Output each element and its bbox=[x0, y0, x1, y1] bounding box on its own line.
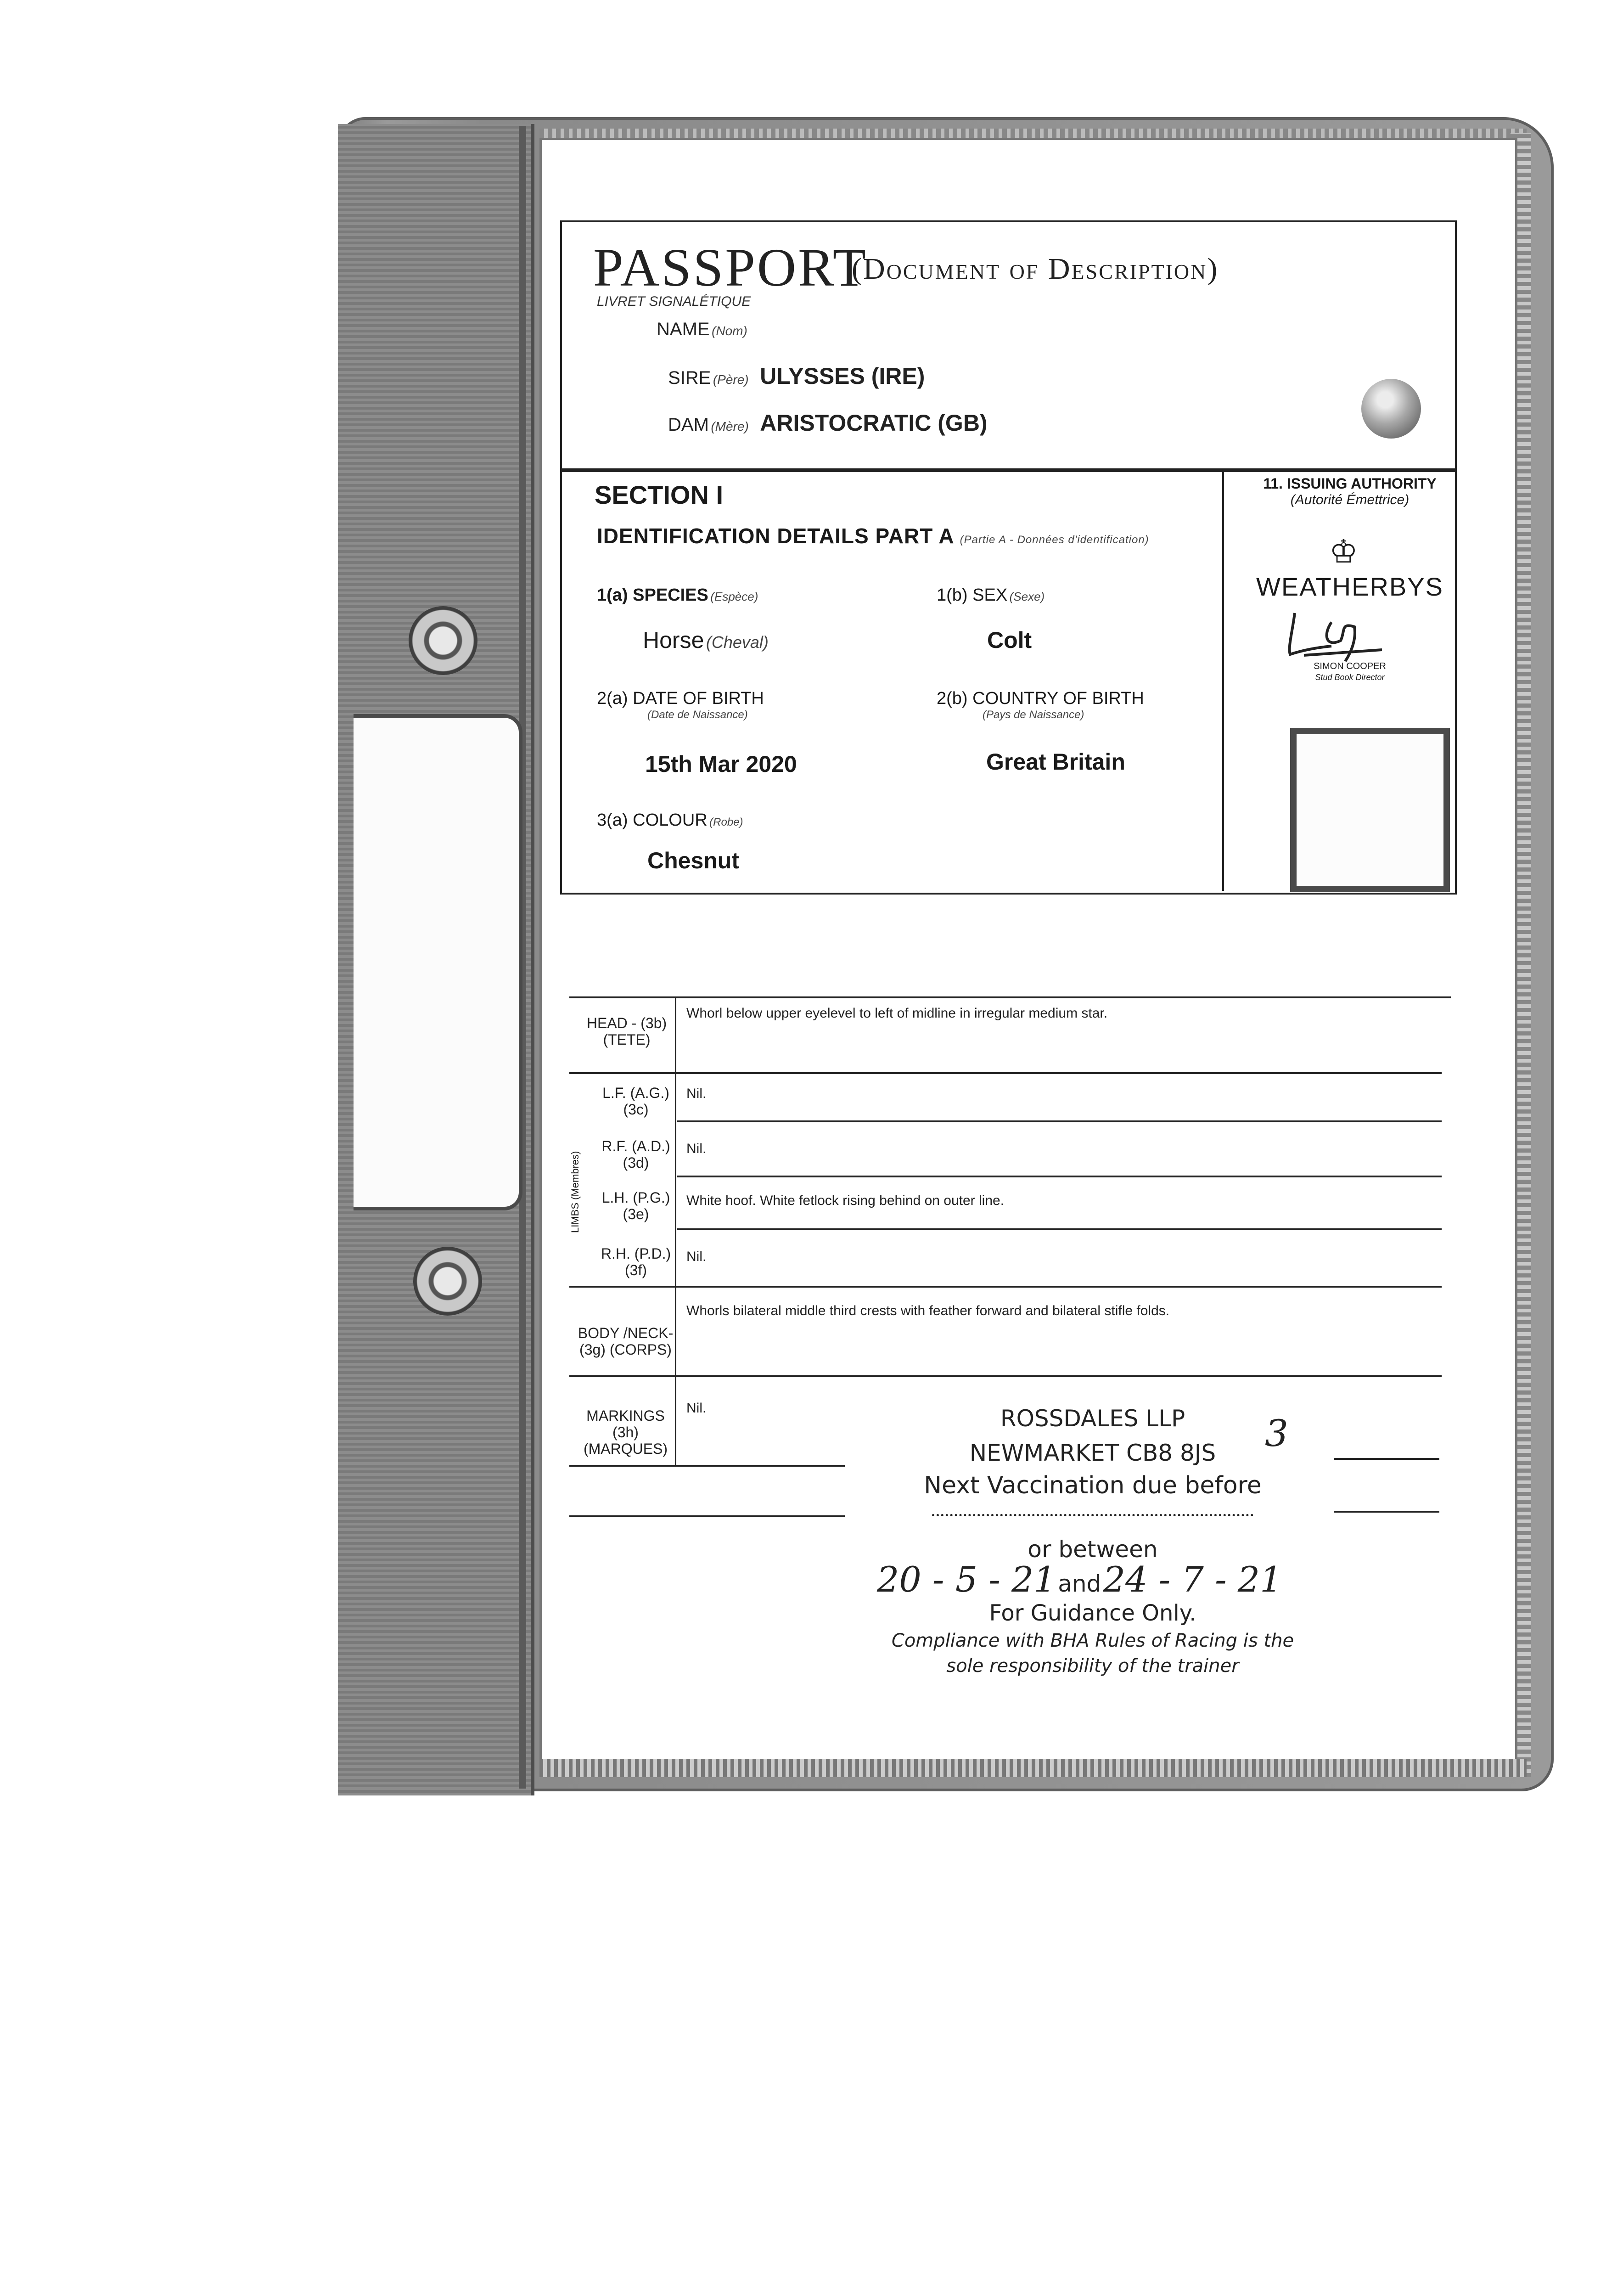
country-label: 2(b) COUNTRY OF BIRTH bbox=[937, 689, 1144, 708]
issuing-authority-title: 11. ISSUING AUTHORITY bbox=[1263, 475, 1437, 492]
dob-field bbox=[597, 689, 764, 721]
colour-label-fr: (Robe) bbox=[709, 816, 743, 828]
colour-value: Chesnut bbox=[647, 848, 739, 873]
rf-text: Nil. bbox=[686, 1141, 707, 1156]
section-title: SECTION I bbox=[595, 480, 724, 509]
issuing-authority-fr: (Autorité Émettrice) bbox=[1290, 492, 1410, 507]
table-row-line bbox=[1334, 1458, 1439, 1460]
passport-title: PASSPORT bbox=[593, 237, 868, 298]
dob-label: 2(a) DATE OF BIRTH bbox=[597, 689, 764, 708]
table-row-line bbox=[569, 1375, 1442, 1377]
name-label-fr: (Nom) bbox=[712, 324, 747, 338]
stamp-compliance: Compliance with BHA Rules of Racing is the bbox=[891, 1630, 1294, 1651]
body-neck-label: BODY /NECK- (3g) (CORPS) bbox=[578, 1325, 674, 1358]
species-field bbox=[597, 585, 758, 605]
dam-label-fr: (Mère) bbox=[711, 419, 749, 433]
dob-label-fr: (Date de Naissance) bbox=[647, 709, 748, 721]
spine-label-card bbox=[354, 714, 522, 1210]
lf-text: Nil. bbox=[686, 1086, 707, 1101]
table-row-line bbox=[1334, 1511, 1439, 1513]
signature-icon bbox=[1276, 604, 1396, 664]
limbs-label: LIMBS (Membres) bbox=[569, 1151, 581, 1233]
dob-value: 15th Mar 2020 bbox=[645, 751, 797, 777]
stamp-date-to: 24 - 7 - 21 bbox=[1103, 1559, 1282, 1600]
species-value-fr: (Cheval) bbox=[706, 633, 769, 652]
stamp-next-vaccination: Next Vaccination due before bbox=[924, 1472, 1262, 1499]
identification-details bbox=[597, 523, 1149, 548]
table-row-line bbox=[569, 1515, 845, 1517]
identification-details-fr: (Partie A - Données d'identification) bbox=[960, 534, 1149, 546]
dam-label: DAM bbox=[668, 415, 709, 435]
stamp-or-between: or between bbox=[1028, 1536, 1158, 1563]
markings-label: MARKINGS (3h) (MARQUES) bbox=[583, 1407, 668, 1457]
lh-text: White hoof. White fetlock rising behind on outer line. bbox=[686, 1193, 1005, 1208]
stamp-date-from: 20 - 5 - 21 bbox=[877, 1559, 1056, 1600]
dam-value: ARISTOCRATIC (GB) bbox=[760, 410, 988, 436]
colour-label: 3(a) COLOUR bbox=[597, 810, 708, 830]
stamp-dotted-line bbox=[932, 1513, 1253, 1516]
table-row-line bbox=[569, 1465, 845, 1467]
species-value: Horse bbox=[643, 627, 704, 653]
head-text: Whorl below upper eyelevel to left of midline in irregular medium star. bbox=[686, 1006, 1108, 1021]
stamp-vet-name: ROSSDALES LLP bbox=[1000, 1405, 1185, 1432]
photo-stamp-box bbox=[1290, 728, 1450, 892]
table-row-line bbox=[677, 1120, 1442, 1122]
table-top-line bbox=[569, 996, 1451, 998]
markings-text: Nil. bbox=[686, 1401, 707, 1416]
identification-details-label: IDENTIFICATION DETAILS PART A bbox=[597, 524, 954, 548]
table-row-line bbox=[569, 1072, 1442, 1074]
head-label: HEAD - (3b) (TETE) bbox=[586, 1015, 667, 1048]
stamp-and: and bbox=[1058, 1570, 1101, 1597]
stamp-vet-address: NEWMARKET CB8 8JS bbox=[969, 1440, 1216, 1466]
country-label-fr: (Pays de Naissance) bbox=[983, 709, 1084, 721]
table-row-line bbox=[569, 1286, 1442, 1288]
dam-row bbox=[668, 410, 988, 436]
rivet-icon bbox=[413, 1247, 482, 1316]
crown-icon: ♔ bbox=[1329, 534, 1358, 569]
species-label: 1(a) SPECIES bbox=[597, 585, 708, 605]
sire-row bbox=[668, 363, 925, 389]
name-label: NAME bbox=[657, 319, 710, 339]
signatory-name: SIMON COOPER bbox=[1314, 661, 1386, 671]
sex-label: 1(b) SEX bbox=[937, 585, 1008, 605]
lh-label: L.H. (P.G.) (3e) bbox=[601, 1189, 670, 1222]
sire-label: SIRE bbox=[668, 368, 711, 388]
rh-label: R.H. (P.D.) (3f) bbox=[601, 1245, 671, 1278]
livret-signaletique: LIVRET SIGNALÉTIQUE bbox=[597, 294, 751, 309]
passport-subtitle: (Document of Description) bbox=[852, 252, 1219, 286]
stamp-responsibility: sole responsibility of the trainer bbox=[946, 1655, 1239, 1677]
species-value-row bbox=[643, 627, 769, 653]
rh-text: Nil. bbox=[686, 1249, 707, 1264]
body-neck-text: Whorls bilateral middle third crests with feather forward and bilateral stifle folds. bbox=[686, 1303, 1170, 1318]
hologram-seal bbox=[1361, 379, 1421, 439]
table-divider bbox=[675, 996, 676, 1465]
weatherbys-logo: WEATHERBYS bbox=[1256, 572, 1443, 601]
sire-label-fr: (Père) bbox=[713, 372, 749, 387]
species-label-fr: (Espèce) bbox=[710, 590, 758, 603]
table-row-line bbox=[677, 1176, 1442, 1177]
stamp-guidance: For Guidance Only. bbox=[989, 1600, 1196, 1626]
sex-label-fr: (Sexe) bbox=[1009, 590, 1045, 603]
page-bottom-edge bbox=[539, 1759, 1527, 1777]
lf-label: L.F. (A.G.) (3c) bbox=[602, 1085, 669, 1118]
rivet-icon bbox=[409, 606, 477, 675]
name-row bbox=[657, 319, 747, 340]
handwritten-mark: 3 bbox=[1265, 1412, 1288, 1455]
section-divider bbox=[1222, 468, 1224, 891]
country-value: Great Britain bbox=[986, 749, 1125, 775]
country-field bbox=[937, 689, 1144, 721]
signatory-role: Stud Book Director bbox=[1315, 673, 1385, 682]
table-row-line bbox=[677, 1228, 1442, 1230]
sex-value: Colt bbox=[987, 627, 1032, 653]
stamp-dates-row bbox=[877, 1559, 1336, 1600]
rf-label: R.F. (A.D.) (3d) bbox=[601, 1138, 670, 1171]
sire-value: ULYSSES (IRE) bbox=[760, 363, 925, 389]
colour-field bbox=[597, 810, 743, 830]
sex-field bbox=[937, 585, 1045, 605]
